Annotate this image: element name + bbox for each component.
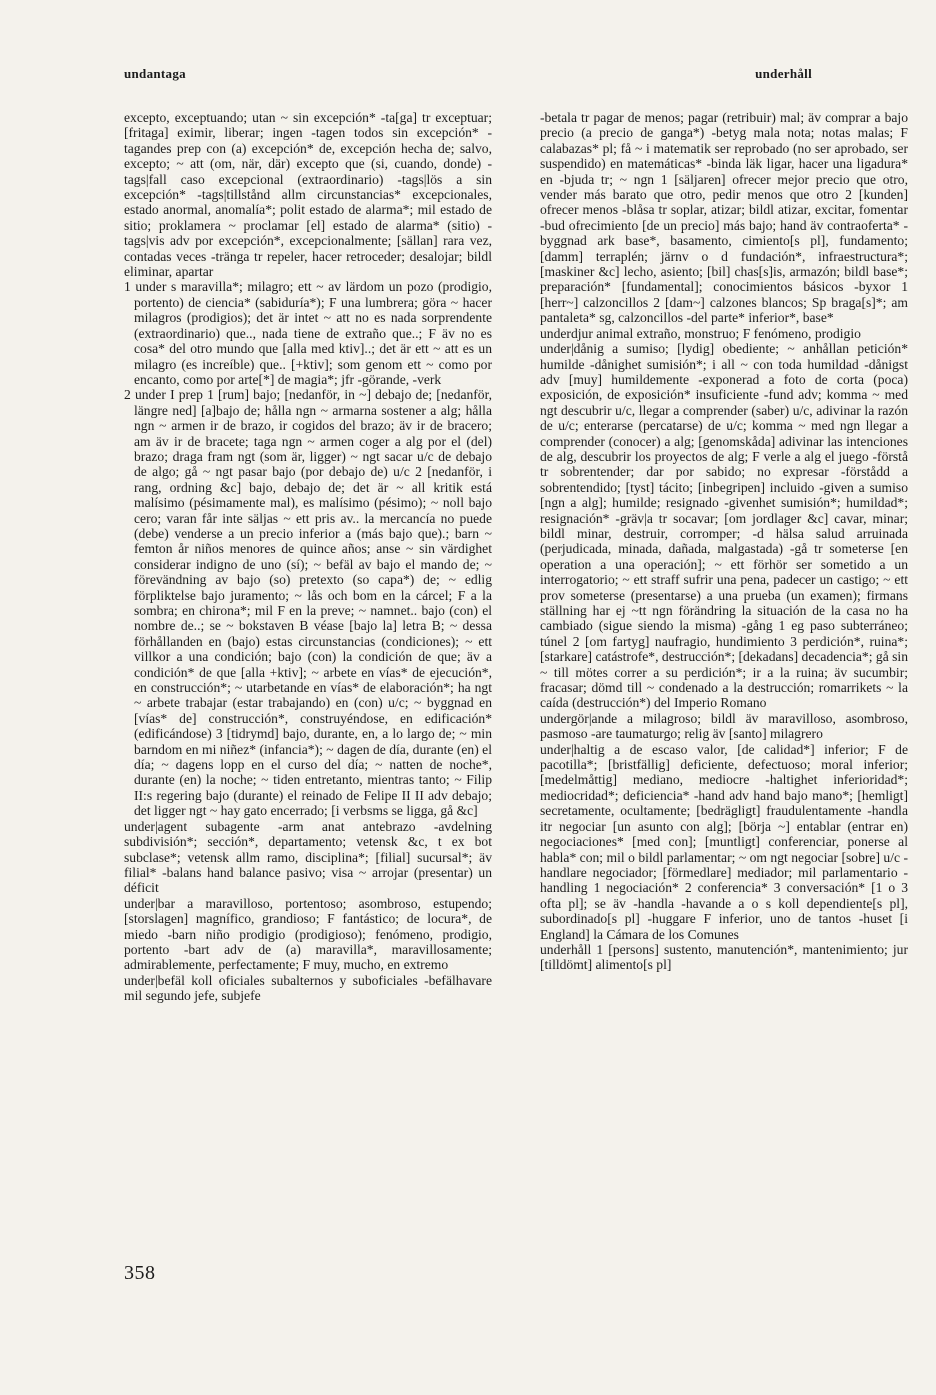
entry-underdjur: underdjur animal extraño, monstruo; F fenómeno, prodigio xyxy=(540,325,861,341)
entry-underdanig: under|dånig a sumiso; [lydig] obediente; ~ anhållan petición* humilde -dånighet sumisión*; i all ~ con toda humildad -dånigst adv [muy] humildemente -exponerad a foto de corta (poca) exposición, de exposición* insuficiente -fund adv; komma ~ med ngt descubrir u/c, llegar a comprender (saber) u/c, adivinar la razón de u/c; enterarse (percatarse) de u/c; komma ~ med ngn llegar a comprender (conocer) a alg; [genomskåda] adivinar las intenciones de alg, descubrir los proyectos de alg; F verle a alg el juego -förstå tr sobrentender; dar por sabido; no expresar -förstådd a sobrentendido; [tyst] tácito; [inbegripen] incluido -given a sumiso [ngn a alg]; humilde; resignado -givenhet sumisión*; humildad*; resignación* -gräv|a tr socavar; [om jordlager &c] cavar, minar; bildl minar, destruir, corromper; -d hälsa salud arruinada (perjudicada, minada, dañada, malgastada) -gå tr someterse [en operation a una operación]; ~ ett förhör ser sometido a un interrogatorio; ~ ett straff sufrir una pena, padecer un castigo; ~ ett prov someterse (presentarse) a una prueba (un examen); firmans ställning har ej ~tt ngn förändring la situación de la casa no ha cambiado (sigue siendo la misma) -gång 1 eg paso subterráneo; túnel 2 [om fartyg] naufragio, hundimiento 3 perdición*, ruina*; [starkare] catástrofe*, destrucción*; [dekadans] decadencia*; gå sin ~ till mötes correr a su perdición*; ir a la ruina; äv sucumbir; fracasar; dömd till ~ condenado a la destrucción; romarrikets ~ la caída (destrucción*) del Imperio Romano xyxy=(540,341,908,711)
right-column xyxy=(540,110,908,973)
entry-underhall: underhåll 1 [persons] sustento, manutención*, mantenimiento; jur [tilldömt] alimento[s pl] xyxy=(540,941,908,973)
entry-betala: -betala tr pagar de menos; pagar (retribuir) mal; äv comprar a bajo precio (a precio de ganga*) -betyg mala nota; notas malas; F calabazas* pl; få ~ i matematik ser reprobado (no ser aprobado, ser suspendido) en matemáticas* -binda läk ligar, hacer una ligadura* en -bjuda tr; ~ ngn 1 [säljaren] ofrecer mejor precio que otro, vender más barato que otro, pedir menos que otro 2 [kunden] ofrecer menos -blåsa tr soplar, atizar; bildl atizar, excitar, fomentar -bud ofrecimiento [de un precio] más bajo; hand äv contraoferta* -byggnad ark base*, basamento, cimiento[s pl], fundamento; [damm] terraplén; järnv o d fundación*, infraestructura*; [maskiner &c] lecho, asiento; [bil] chas[s]is, armazón; bildl base*; preparación* [fundamental]; conocimientos básicos -byxor 1 [herr~] calzoncillos 2 [dam~] calzones blancos; Sp braga[s]*; am pantaleta* sg, calzoncillos -del parte* inferior*, base* xyxy=(540,110,908,326)
left-column xyxy=(124,110,492,1004)
entry-underbar: under|bar a maravilloso, portentoso; asombroso, estupendo; [storslagen] magnífico, grandioso; F fantástico; de locura*, de miedo -barn niño prodigio (prodigioso); fenómeno, prodigio, portento -bart adv de (a) maravilla*, maravillosamente; admirablemente, perfectamente; F muy, mucho, en extremo xyxy=(124,895,492,973)
entry-2-under: 2 under I prep 1 [rum] bajo; [nedanför, in ~] debajo de; [nedanför, längre ned] [a]bajo de; hålla ngn ~ armarna sostener a alg; hålla ngn ~ armen ir de brazo, ir cogidos del brazo; äv ir de bracero; am äv ir de bracete; taga ngn ~ armen coger a alg por el (del) brazo; draga fram ngt (som är, ligger) ~ ngt sacar u/c de debajo de algo; gå ~ ngt pasar bajo (por debajo de) u/c 2 [nedanför, i rang, ordning &c] bajo, debajo de; det är ~ all kritik está malísimo (pésimamente mal), es malísimo (pésimo); ~ noll bajo cero; varan får inte säljas ~ ett pris av.. la mercancía no puede (debe) venderse a un precio inferior a (más bajo que).; barn ~ femton år niños menores de quince años; anse ~ sin värdighet considerar indigno de uno (sí); ~ befäl av bajo el mando de; ~ förevändning av bajo (so) pretexto (so capa*) de; ~ edlig förpliktelse bajo juramento; ~ lås och bom en la cárcel; F a la sombra; en chirona*; mil F en la preve; ~ namnet.. bajo (con) el nombre de..; se ~ bokstaven B véase [bajo la] letra B; ~ dessa förhållanden en (bajo) estas circunstancias (condiciones); ~ ett villkor a una condición; bajo (con) la condición de que; äv a condición* de que [alla +ktiv]; ~ arbete en vías* de ejecución*, en construcción*; ~ utarbetande en vías* de elaboración*; ha ngt ~ arbete trabajar (estar trabajando) en (con) u/c; ~ byggnad en [vías* de] construcción*, construyéndose, en edificación* (edificándose) 3 [tidrymd] bajo, durante, en, a lo largo de; ~ min barndom en mi niñez* (infancia*); ~ dagen de día, durante (en) el día; ~ dagens lopp en el curso del día; ~ natten de noche*, durante (en) la noche; ~ tiden entretanto, mientras tanto; ~ Filip II:s regering bajo (durante) el reinado de Felipe II II adv debajo; det ligger ngt ~ hay gato encerrado; [i verbsms se ligga, gå &c] xyxy=(124,387,492,819)
running-head-left: undantaga xyxy=(124,66,186,81)
page-number: 358 xyxy=(124,1262,156,1284)
entry-underagent: under|agent subagente -arm anat antebrazo -avdelning subdivisión*; sección*, departamento; vetensk &c, t ex bot subclase*; vetensk allm ramo, disciplina*; [filial] sucursal*; äv filial* -balans hand balance pasivo; visa ~ arrojar (presentar) un déficit xyxy=(124,818,492,896)
entry-underbefal: under|befäl koll oficiales subalternos y suboficiales -befälhavare mil segundo jefe, subjefe xyxy=(124,972,492,1004)
entry-1-under: 1 under s maravilla*; milagro; ett ~ av lärdom un pozo (prodigio, portento) de ciencia* (sabiduría*); F una lumbrera; göra ~ hacer milagros (prodigios); det är intet ~ att no es nada sorprendente (extraordinario) que.., nada tiene de extraño que..; F äv no es cosa* del otro mundo que [alla med ktiv]..; det är ett ~ att es un milagro (es increíble) que.. [+ktiv]; som genom ett ~ como por encanto, como por arte[*] de magia*; jfr -görande, -verk xyxy=(124,279,492,387)
running-head-right: underhåll xyxy=(755,66,812,81)
entry-undantaga: excepto, exceptuando; utan ~ sin excepción* -ta[ga] tr exceptuar; [fritaga] eximir, liberar; ingen -tagen todos sin excepción* -tagandes prep con (a) excepción* de, excepción hecha de; salvo, excepto; ~ att (om, när, där) excepto que (si, cuando, donde) -tags|fall caso excepcional (extraordinario) -tags|lös a sin excepción* -tags|tillstånd allm circunstancias* excepcionales, estado anormal, anomalía*; polit estado de alarma*; mil estado de sitio; proklamera ~ proclamar [el] estado de alarma* (sitio) -tags|vis adv por excepción*, excepcionalmente; [sällan] rara vez, contadas veces -tränga tr repeler, hacer retroceder; desalojar; bildl eliminar, apartar xyxy=(124,110,492,280)
entry-undergorande: undergör|ande a milagroso; bildl äv maravilloso, asombroso, pasmoso -are taumaturgo; relig äv [santo] milagrero xyxy=(540,710,908,742)
entry-underhaltig: under|haltig a de escaso valor, [de calidad*] inferior; F de pacotilla*; [bristfällig] deficiente, defectuoso; moral inferior; [medelmåttig] mediano, mediocre -haltighet inferioridad*; mediocridad*; deficiencia* -hand adv hand bajo mano*; [hemligt] secretamente, ocultamente; [bedrägligt] fraudulentamente -handla itr negociar [un asunto con alg]; [börja ~] entablar (entrar en) negociaciones* [med con]; [muntligt] conferenciar, ponerse al habla* con; mil o bildl parlamentar; ~ om ngt negociar [sobre] u/c -handlare negociador; [förmedlare] mediador; mil parlamentario -handling 1 negociación* 2 conferencia* 3 conversación* [1 o 3 ofta pl]; se äv -handla -havande a o s koll dependiente[s pl], subordinado[s pl] -huggare F inferior, uno de tantos -huset [i England] la Cámara de los Comunes xyxy=(540,741,908,942)
